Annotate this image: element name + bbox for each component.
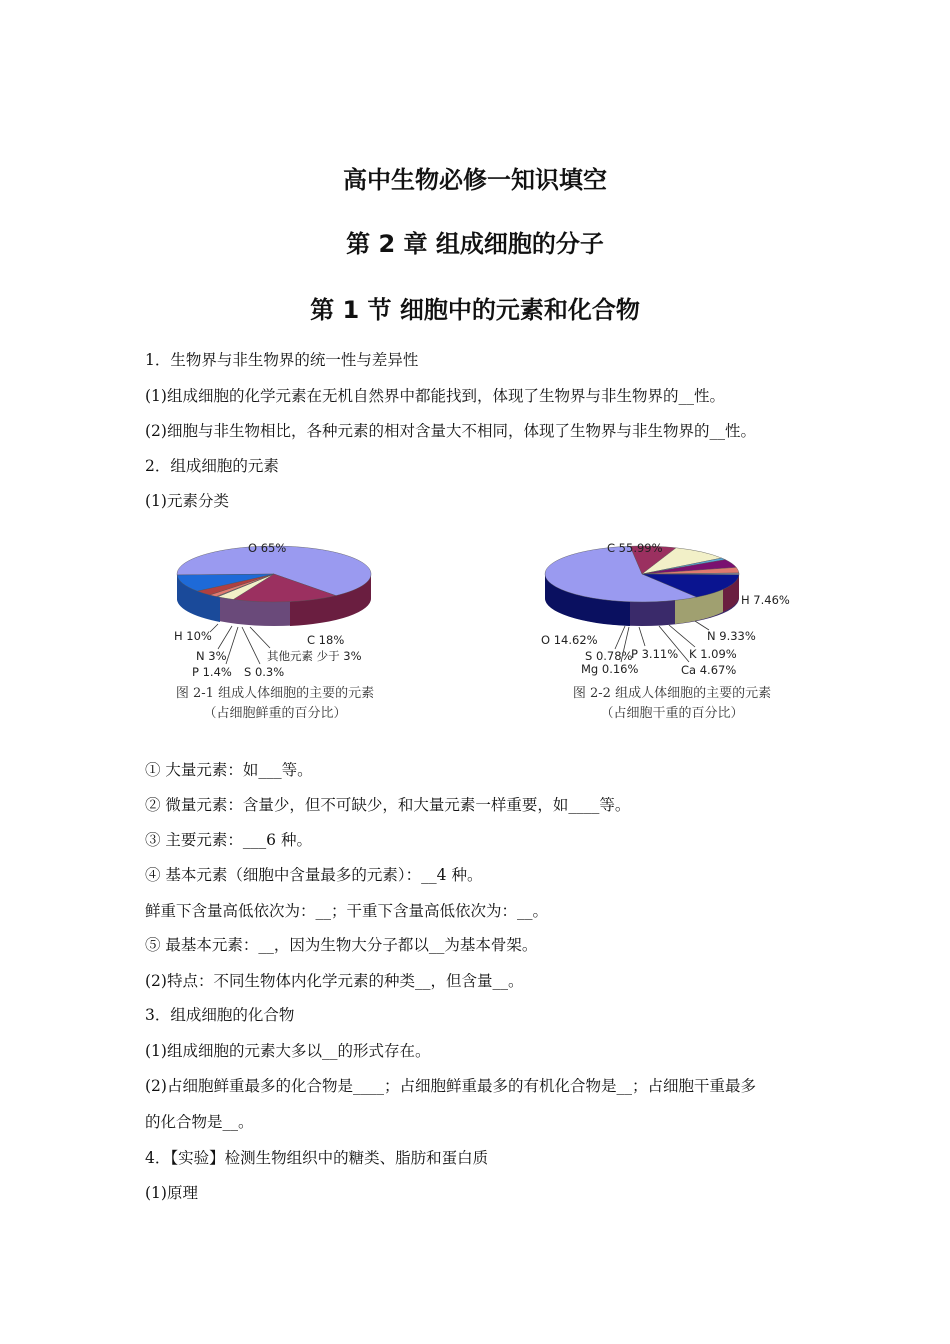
pie2-label-c: C 55.99% xyxy=(607,541,663,555)
para-11: ⑤ 最基本元素：__，因为生物大分子都以__为基本骨架。 xyxy=(145,936,538,954)
para-7: ② 微量元素：含量少，但不可缺少，和大量元素一样重要，如____等。 xyxy=(145,796,631,814)
pie2-label-mg: Mg 0.16% xyxy=(581,662,639,676)
pie2-label-k: K 1.09% xyxy=(689,647,737,661)
section-title: 第 1 节 细胞中的元素和化合物 xyxy=(310,296,640,324)
pie2-leader-n xyxy=(695,621,709,630)
caption-dry-sub: （占细胞干重的百分比） xyxy=(600,706,744,721)
pie2-label-o: O 14.62% xyxy=(541,633,598,647)
para-13: 3．组成细胞的化合物 xyxy=(145,1006,295,1024)
pie1-label-other: 其他元素 少于 3% xyxy=(267,649,362,663)
pie1-label-n: N 3% xyxy=(196,649,227,663)
pie1-leader-s xyxy=(242,627,260,664)
pie2-leader-k xyxy=(669,625,695,647)
pie2-leader-s xyxy=(615,626,625,649)
para-2: (1)组成细胞的化学元素在无机自然界中都能找到，体现了生物界与非生物界的__性。 xyxy=(145,387,725,405)
para-6: ① 大量元素：如___等。 xyxy=(145,761,313,779)
pie2-label-ca: Ca 4.67% xyxy=(681,663,737,677)
main-title: 高中生物必修一知识填空 xyxy=(343,166,607,194)
pie2-label-n: N 9.33% xyxy=(707,629,756,643)
pie1-label-p: P 1.4% xyxy=(192,665,232,679)
pie1-leader-h xyxy=(210,624,218,632)
para-8: ③ 主要元素：___6 种。 xyxy=(145,831,312,849)
pie1-label-c: C 18% xyxy=(307,633,345,647)
pie1-label-o: O 65% xyxy=(248,541,287,555)
para-16: 的化合物是__。 xyxy=(145,1113,254,1131)
para-18: (1)原理 xyxy=(145,1184,198,1202)
pie1-leader-n xyxy=(218,626,232,649)
para-1: 1．生物界与非生物界的统一性与差异性 xyxy=(145,351,419,369)
pie-chart-dry-weight xyxy=(535,536,835,686)
pie1-label-s: S 0.3% xyxy=(244,665,285,679)
pie1-leader-other xyxy=(250,627,270,648)
pie1-label-h: H 10% xyxy=(174,629,212,643)
para-10: 鲜重下含量高低依次为：__；干重下含量高低依次为：__。 xyxy=(145,902,549,920)
pie2-label-h: H 7.46% xyxy=(741,593,790,607)
caption-dry: 图 2-2 组成人体细胞的主要的元素 xyxy=(572,686,772,701)
para-9: ④ 基本元素（细胞中含量最多的元素）：__4 种。 xyxy=(145,866,483,884)
pie2-leader-p xyxy=(639,627,645,646)
pie2-label-s: S 0.78% xyxy=(585,649,633,663)
para-4: 2．组成细胞的元素 xyxy=(145,457,279,475)
para-3: (2)细胞与非生物相比，各种元素的相对含量大不相同，体现了生物界与非生物界的__性。 xyxy=(145,422,756,440)
caption-fresh-sub: （占细胞鲜重的百分比） xyxy=(203,706,347,721)
caption-fresh: 图 2-1 组成人体细胞的主要的元素 xyxy=(175,686,375,701)
para-17: 4．【实验】检测生物组织中的糖类、脂肪和蛋白质 xyxy=(145,1149,489,1167)
pie2-label-p: P 3.11% xyxy=(631,647,679,661)
chapter-title: 第 2 章 组成细胞的分子 xyxy=(346,230,604,258)
para-5: (1)元素分类 xyxy=(145,492,229,510)
para-12: (2)特点：不同生物体内化学元素的种类__，但含量__。 xyxy=(145,972,524,990)
pie-chart-fresh-weight xyxy=(160,536,490,686)
para-14: (1)组成细胞的元素大多以__的形式存在。 xyxy=(145,1042,431,1060)
para-15: (2)占细胞鲜重最多的化合物是____；占细胞鲜重最多的有机化合物是__；占细胞干重最多 xyxy=(145,1077,756,1095)
